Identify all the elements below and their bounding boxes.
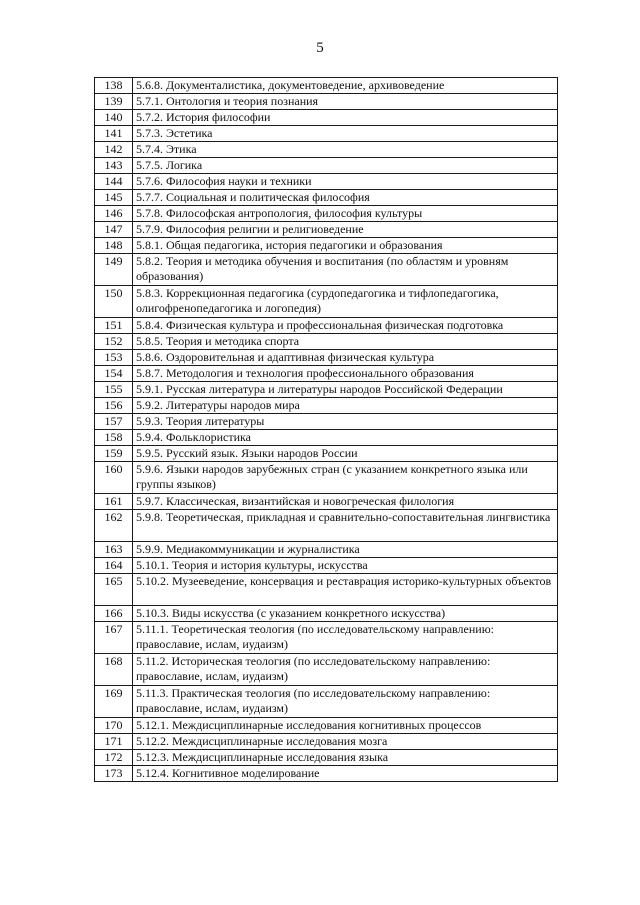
specialty-name: 5.9.6. Языки народов зарубежных стран (с указанием конкретного языка или группы языков): [133, 462, 558, 494]
table-row: [95, 414, 558, 430]
table-row: [95, 318, 558, 334]
row-number: 173: [95, 766, 133, 782]
row-number: 145: [95, 190, 133, 206]
table-row: [95, 350, 558, 366]
specialty-name: 5.7.9. Философия религии и религиоведение: [133, 222, 558, 238]
table-row: [95, 254, 558, 286]
table-row: [95, 686, 558, 718]
specialty-name: 5.9.1. Русская литература и литературы народов Российской Федерации: [133, 382, 558, 398]
table-row: [95, 606, 558, 622]
specialty-name: 5.7.4. Этика: [133, 142, 558, 158]
row-number: 161: [95, 494, 133, 510]
table-row: [95, 142, 558, 158]
table-row: [95, 654, 558, 686]
row-number: 154: [95, 366, 133, 382]
row-number: 146: [95, 206, 133, 222]
table-row: [95, 366, 558, 382]
row-number: 168: [95, 654, 133, 686]
row-number: 155: [95, 382, 133, 398]
row-number: 157: [95, 414, 133, 430]
specialty-name: 5.12.1. Междисциплинарные исследования когнитивных процессов: [133, 718, 558, 734]
specialty-name: 5.8.3. Коррекционная педагогика (сурдопедагогика и тифлопедагогика, олигофренопедагогика и логопедия): [133, 286, 558, 318]
table-row: [95, 78, 558, 94]
table-row: [95, 446, 558, 462]
specialty-name: 5.9.3. Теория литературы: [133, 414, 558, 430]
row-number: 153: [95, 350, 133, 366]
row-number: 160: [95, 462, 133, 494]
specialty-name: 5.7.7. Социальная и политическая философия: [133, 190, 558, 206]
specialty-name: 5.7.6. Философия науки и техники: [133, 174, 558, 190]
table-row: [95, 238, 558, 254]
specialty-name: 5.11.3. Практическая теология (по исследовательскому направлению: православие, ислам, иудаизм): [133, 686, 558, 718]
specialty-name: 5.8.2. Теория и методика обучения и воспитания (по областям и уровням образования): [133, 254, 558, 286]
table-row: [95, 750, 558, 766]
table-row: [95, 158, 558, 174]
table-row: [95, 94, 558, 110]
page-number: 5: [316, 40, 324, 56]
specialty-name: 5.8.4. Физическая культура и профессиональная физическая подготовка: [133, 318, 558, 334]
row-number: 147: [95, 222, 133, 238]
specialties-table: [94, 77, 558, 782]
table-row: [95, 494, 558, 510]
specialty-name: 5.12.4. Когнитивное моделирование: [133, 766, 558, 782]
specialty-name: 5.7.8. Философская антропология, философия культуры: [133, 206, 558, 222]
specialty-name: 5.9.2. Литературы народов мира: [133, 398, 558, 414]
row-number: 148: [95, 238, 133, 254]
table-row: [95, 542, 558, 558]
table-row: [95, 766, 558, 782]
row-number: 170: [95, 718, 133, 734]
specialty-name: 5.6.8. Документалистика, документоведение, архивоведение: [133, 78, 558, 94]
table-row: [95, 110, 558, 126]
specialty-name: 5.9.9. Медиакоммуникации и журналистика: [133, 542, 558, 558]
row-number: 165: [95, 574, 133, 606]
row-number: 143: [95, 158, 133, 174]
table-row: [95, 222, 558, 238]
specialty-name: 5.7.3. Эстетика: [133, 126, 558, 142]
specialty-name: 5.10.1. Теория и история культуры, искусства: [133, 558, 558, 574]
table-row: [95, 126, 558, 142]
specialty-name: 5.9.8. Теоретическая, прикладная и сравнительно-сопоставительная лингвистика: [133, 510, 558, 542]
specialty-name: 5.8.6. Оздоровительная и адаптивная физическая культура: [133, 350, 558, 366]
row-number: 151: [95, 318, 133, 334]
row-number: 152: [95, 334, 133, 350]
specialty-name: 5.10.3. Виды искусства (с указанием конкретного искусства): [133, 606, 558, 622]
row-number: 167: [95, 622, 133, 654]
row-number: 169: [95, 686, 133, 718]
specialty-name: 5.9.7. Классическая, византийская и новогреческая филология: [133, 494, 558, 510]
specialty-name: 5.8.7. Методология и технология профессионального образования: [133, 366, 558, 382]
specialty-name: 5.8.1. Общая педагогика, история педагогики и образования: [133, 238, 558, 254]
table-row: [95, 430, 558, 446]
specialty-name: 5.12.2. Междисциплинарные исследования мозга: [133, 734, 558, 750]
table-row: [95, 382, 558, 398]
row-number: 171: [95, 734, 133, 750]
table-row: [95, 574, 558, 606]
table-row: [95, 190, 558, 206]
row-number: 156: [95, 398, 133, 414]
row-number: 150: [95, 286, 133, 318]
specialty-name: 5.9.4. Фольклористика: [133, 430, 558, 446]
table-row: [95, 334, 558, 350]
table-row: [95, 462, 558, 494]
row-number: 142: [95, 142, 133, 158]
table-row: [95, 558, 558, 574]
row-number: 164: [95, 558, 133, 574]
specialty-name: 5.7.2. История философии: [133, 110, 558, 126]
table-row: [95, 174, 558, 190]
row-number: 158: [95, 430, 133, 446]
specialty-name: 5.7.5. Логика: [133, 158, 558, 174]
specialty-name: 5.11.2. Историческая теология (по исследовательскому направлению: православие, ислам, иудаизм): [133, 654, 558, 686]
specialty-name: 5.8.5. Теория и методика спорта: [133, 334, 558, 350]
specialty-name: 5.9.5. Русский язык. Языки народов России: [133, 446, 558, 462]
table-row: [95, 206, 558, 222]
row-number: 141: [95, 126, 133, 142]
row-number: 149: [95, 254, 133, 286]
table-row: [95, 718, 558, 734]
row-number: 172: [95, 750, 133, 766]
row-number: 162: [95, 510, 133, 542]
row-number: 163: [95, 542, 133, 558]
table-row: [95, 286, 558, 318]
row-number: 159: [95, 446, 133, 462]
row-number: 144: [95, 174, 133, 190]
row-number: 166: [95, 606, 133, 622]
row-number: 138: [95, 78, 133, 94]
specialty-name: 5.11.1. Теоретическая теология (по исследовательскому направлению: православие, ислам, иудаизм): [133, 622, 558, 654]
specialty-name: 5.7.1. Онтология и теория познания: [133, 94, 558, 110]
table-row: [95, 734, 558, 750]
row-number: 140: [95, 110, 133, 126]
specialty-name: 5.12.3. Междисциплинарные исследования языка: [133, 750, 558, 766]
row-number: 139: [95, 94, 133, 110]
table-row: [95, 510, 558, 542]
specialty-name: 5.10.2. Музееведение, консервация и реставрация историко-культурных объектов: [133, 574, 558, 606]
table-row: [95, 398, 558, 414]
table-row: [95, 622, 558, 654]
